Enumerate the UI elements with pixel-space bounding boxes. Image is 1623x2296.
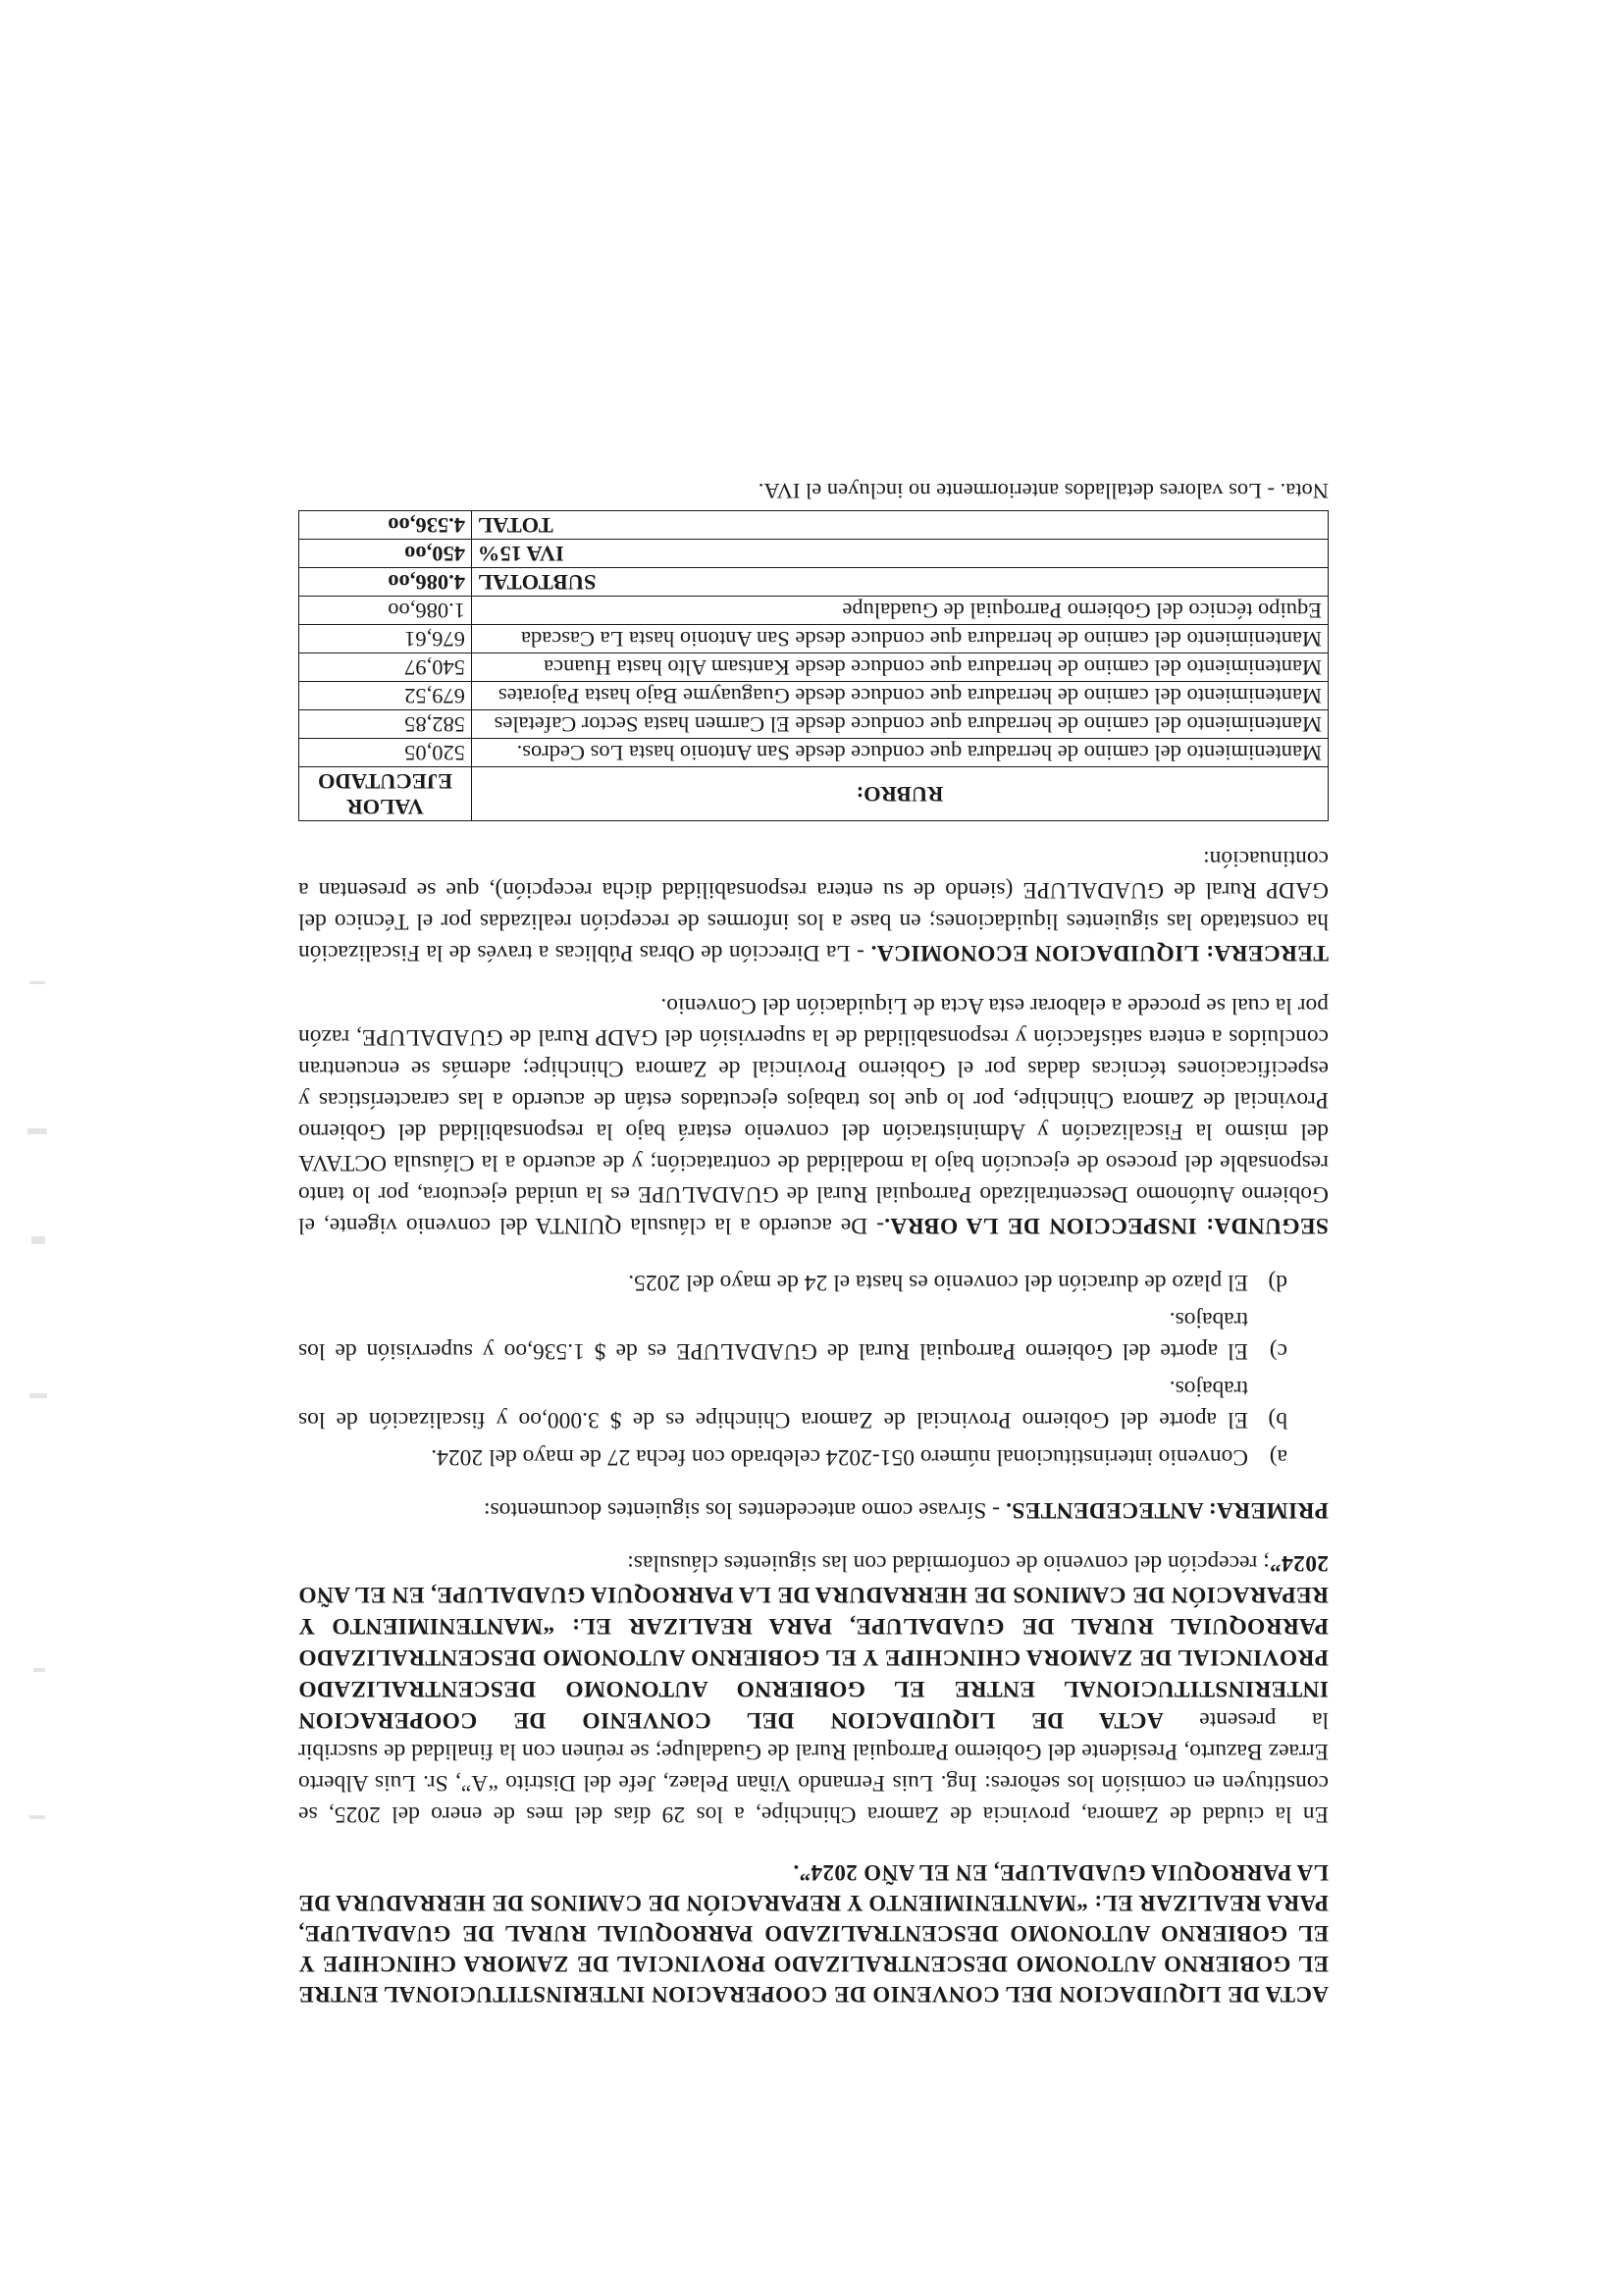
clause-segunda	[298, 990, 1329, 1241]
table-header-row	[299, 767, 1329, 821]
clause-tercera-text: - La Dirección de Obras Públicas a través de la Fiscalización ha constatado las siguientes liquidaciones; en base a los informes de recepción realizadas por el Técnico del GADP Rural de GUADALUPE (siendo de su entera responsabilidad dicha recepción), que se presentan a continuación:	[297, 846, 1329, 965]
table-cell-valor: 582,85	[299, 710, 472, 739]
list-item-text: El aporte del Gobierno Provincial de Zamora Chinchipe es de $ 3.000,oo y fiscalización de los trabajos.	[298, 1376, 1248, 1433]
scan-artifact	[29, 981, 45, 984]
intro-paragraph	[298, 1547, 1329, 1830]
total-value: 4.536,oo	[299, 511, 472, 540]
table-row	[299, 739, 1329, 767]
table-cell-rubro: Mantenimiento del camino de herradura que conduce desde San Antonio hasta La Cascada	[472, 625, 1329, 653]
table-cell-rubro: Equipo técnico del Gobierno Parroquial de Guadalupe	[472, 597, 1329, 625]
list-item	[298, 1304, 1287, 1367]
list-item	[298, 1267, 1287, 1298]
table-note: Nota. - Los valores detallados anteriormente no incluyen el IVA.	[758, 479, 1329, 503]
intro-bold-text: ACTA DE LIQUIDACION DEL CONVENIO DE COOPERACION INTERINSTITUCIONAL ENTRE EL GOBIERNO AUTONOMO DESCENTRALIZADO PROVINCIAL DE ZAMORA CHINCHIPE Y EL GOBIERNO AUTONOMO DESCENTRALIZADO PARROQUIAL RURAL DE GUADALUPE, PARA REALIZAR EL: “MANTENIMIENTO Y REPARACIÓN DE CAMINOS DE HERRADURA DE LA PARROQUIA GUADALUPE, EN EL AÑO 2024”	[298, 1550, 1329, 1733]
table-cell-rubro: Mantenimiento del camino de herradura que conduce desde El Carmen hasta Sector Cafetales	[472, 710, 1329, 739]
total-label: TOTAL	[472, 511, 1329, 540]
table-total-row	[299, 511, 1329, 540]
clause-segunda-text: - De acuerdo a la cláusula QUINTA del convenio vigente, el Gobierno Autónomo Descentralizado Parroquial Rural de GUADALUPE es la unidad ejecutora, por lo tanto responsable del proceso de ejecución bajo la modalidad de contratación; y de acuerdo a la Cláusula OCTAVA del mismo la Fiscalización y Administración del convenio estará bajo la responsabilidad del Gobierno Provincial de Zamora Chinchipe, por lo que los trabajos ejecutados están de acuerdo a las características y especificaciones técnicas dadas por el Gobierno Provincial de Zamora Chinchipe; además se encuentran concluidos a entera satisfacción y responsabilidad de la supervisión del GADP Rural de GUADALUPE, razón por la cual se procede a elaborar esta Acta de Liquidación del Convenio.	[298, 993, 1329, 1238]
clause-primera	[298, 1494, 1329, 1526]
list-item	[298, 1373, 1287, 1435]
clause-tercera-heading: TERCERA: LIQUIDACION ECONOMICA.	[870, 940, 1329, 965]
list-item-mark: d)	[1268, 1270, 1287, 1295]
table-cell-rubro: Mantenimiento del camino de herradura que conduce desde San Antonio hasta Los Cedros.	[472, 739, 1329, 767]
scan-artifact	[29, 1815, 45, 1819]
table-cell-rubro: Mantenimiento del camino de herradura que conduce desde Kantsam Alto hasta Huanca	[472, 653, 1329, 682]
table-header-valor: VALOR EJECUTADO	[299, 767, 472, 821]
table-cell-valor: 1.086,oo	[299, 597, 472, 625]
table-subtotal-row	[299, 568, 1329, 597]
table-header-rubro: RUBRO:	[472, 767, 1329, 821]
document-title: ACTA DE LIQUIDACION DEL CONVENIO DE COOPERACION INTERINSTITUCIONAL ENTRE EL GOBIERNO AUTONOMO DESCENTRALIZADO PROVINCIAL DE ZAMORA CHINCHIPE Y EL GOBIERNO AUTONOMO DESCENTRALIZADO PARROQUIAL RURAL DE GUADALUPE, PARA REALIZAR EL: “MANTENIMIENTO Y REPARACIÓN DE CAMINOS DE HERRADURA DE LA PARROQUIA GUADALUPE, EN EL AÑO 2024”.	[298, 1860, 1329, 2007]
table-row	[299, 597, 1329, 625]
table-cell-valor: 679,52	[299, 682, 472, 710]
list-item	[298, 1441, 1287, 1473]
scan-artifact	[27, 1128, 47, 1134]
table-iva-row	[299, 540, 1329, 568]
table-cell-valor: 520,05	[299, 739, 472, 767]
table-cell-valor: 540,97	[299, 653, 472, 682]
list-item-mark: c)	[1269, 1338, 1287, 1364]
antecedentes-list	[298, 1267, 1329, 1473]
table-row	[299, 625, 1329, 653]
list-item-text: El aporte del Gobierno Parroquial Rural de GUADALUPE es de $ 1.536,oo y supervisión de los trabajos.	[298, 1307, 1248, 1364]
subtotal-label: SUBTOTAL	[472, 568, 1329, 597]
list-item-mark: a)	[1269, 1444, 1287, 1470]
table-cell-rubro: Mantenimiento del camino de herradura que conduce desde Guaguayme Bajo hasta Pajorates	[472, 682, 1329, 710]
clause-primera-text: - Sírvase como antecedentes los siguientes documentos:	[483, 1497, 1006, 1523]
subtotal-value: 4.086,oo	[299, 568, 472, 597]
clause-segunda-heading: SEGUNDA: INSPECCION DE LA OBRA.	[883, 1213, 1329, 1238]
table-row	[299, 710, 1329, 739]
iva-value: 450,oo	[299, 540, 472, 568]
list-item-text: Convenio interinstitucional número 051-2024 celebrado con fecha 27 de mayo del 2024.	[431, 1444, 1248, 1470]
table-row	[299, 682, 1329, 710]
liquidation-table	[298, 510, 1329, 821]
iva-label: IVA 15%	[472, 540, 1329, 568]
scan-artifact	[33, 1668, 45, 1672]
document-body	[298, 475, 1329, 2009]
table-cell-valor: 676,61	[299, 625, 472, 653]
list-item-mark: b)	[1268, 1407, 1287, 1433]
list-item-text: El plazo de duración del convenio es hasta el 24 de mayo del 2025.	[628, 1270, 1248, 1295]
clause-primera-heading: PRIMERA: ANTECEDENTES.	[1005, 1497, 1329, 1523]
intro-text: En la ciudad de Zamora, provincia de Zamora Chinchipe, a los 29 días del mes de enero del 2025, se constituyen en comisión los señores: Ing. Luis Fernando Viñan Pelaez, Jefe del Distrito “A”, Sr. Luis Alberto Erraez Bazurto, Presidente del Gobierno Parroquial Rural de Guadalupe; se reúnen con la finalidad de suscribir la presente	[298, 1707, 1329, 1827]
table-row	[299, 653, 1329, 682]
scan-artifact	[31, 1236, 45, 1244]
scan-artifact	[29, 1393, 47, 1398]
intro-end-text: ; recepción del convenio de conformidad con las siguientes cláusulas:	[627, 1550, 1270, 1576]
clause-tercera	[298, 843, 1329, 968]
